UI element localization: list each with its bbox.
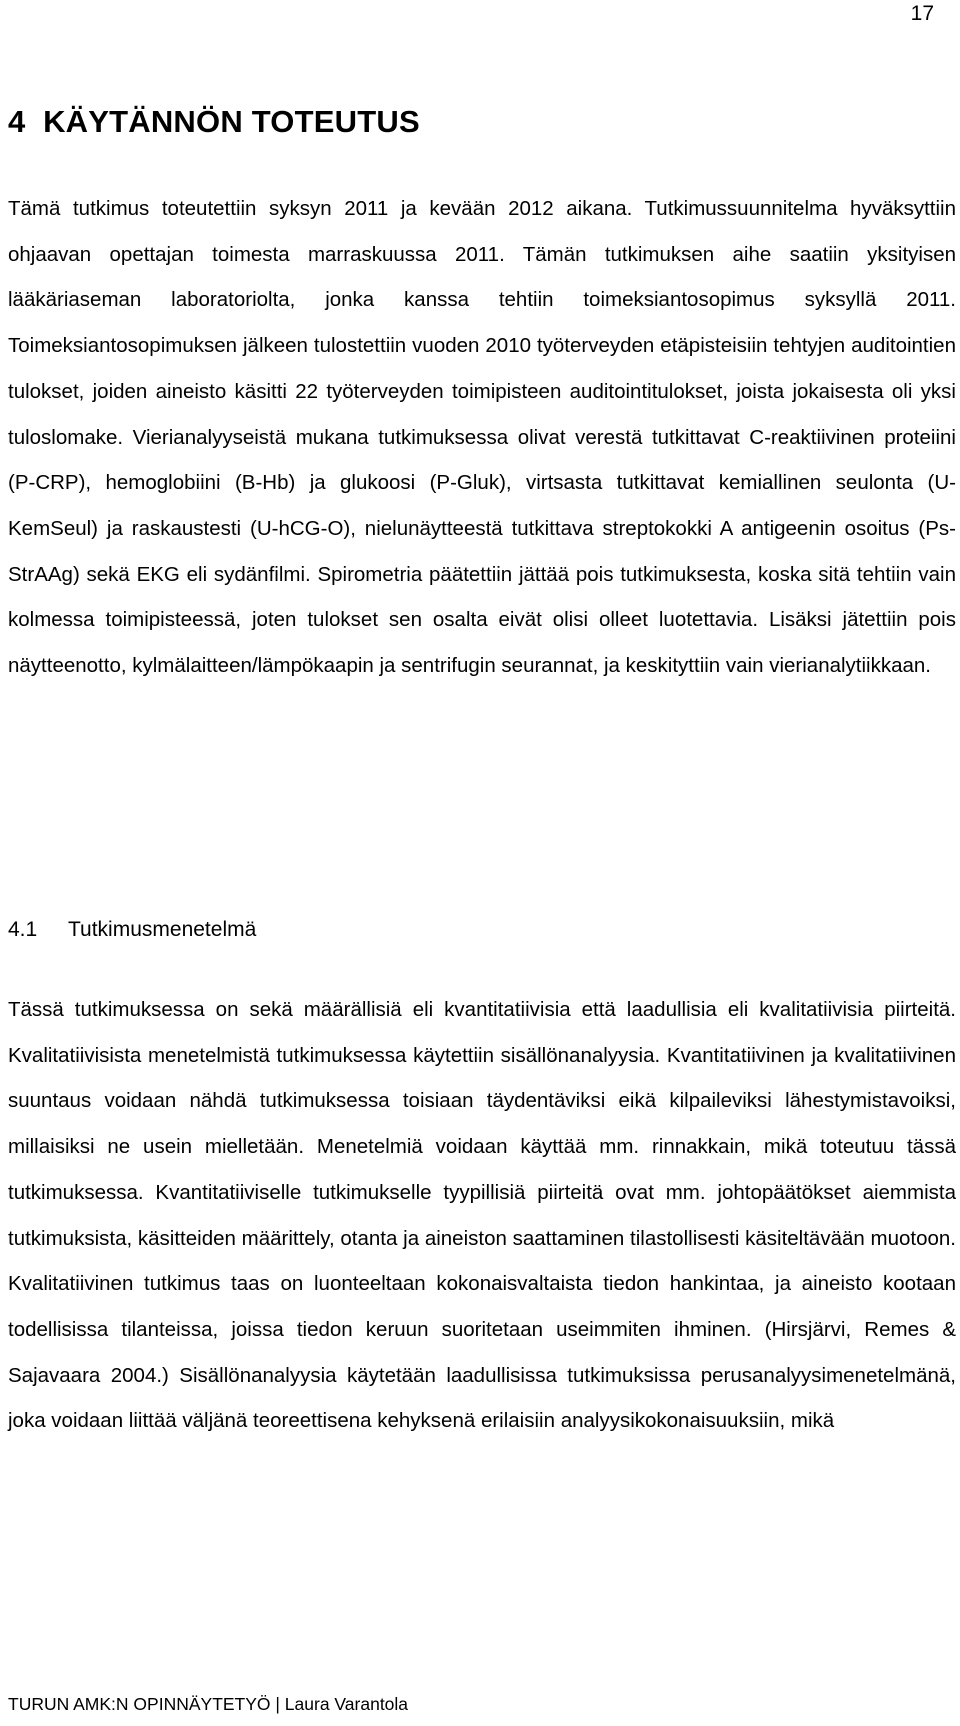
page-number: 17 — [910, 2, 934, 25]
intro-paragraph: Tämä tutkimus toteutettiin syksyn 2011 ja kevään 2012 aikana. Tutkimussuunnitelma hyväksyttiin ohjaavan opettajan toimesta marraskuussa 2011. Tämän tutkimuksen aihe saatiin yksityisen lääkäriaseman laboratoriolta, jonka kanssa tehtiin toimeksiantosopimus syksyllä 2011. Toimeksiantosopimuksen jälkeen tulostettiin vuoden 2010 työterveyden etäpisteisiin tehtyjen auditointien tulokset, joiden aineisto käsitti 22 työterveyden toimipisteen auditointitulokset, joista jokaisesta oli yksi tuloslomake. Vierianalyyseistä mukana tutkimuksessa olivat verestä tutkittavat C-reaktiivinen proteiini (P-CRP), hemoglobiini (B-Hb) ja glukoosi (P-Gluk), virtsasta tutkittavat kemiallinen seulonta (U-KemSeul) ja raskaustesti (U-hCG-O), nielunäytteestä tutkittava streptokokki A antigeenin osoitus (Ps-StrAAg) sekä EKG eli sydänfilmi. Spirometria päätettiin jättää pois tutkimuksesta, koska sitä tehtiin vain kolmessa toimipisteessä, joten tulokset sen osalta eivät olisi olleet luotettavia. Lisäksi jätettiin pois näytteenotto, kylmälaitteen/lämpökaapin ja sentrifugin seurannat, ja keskityttiin vain vierianalytiikkaan. — [8, 197, 956, 678]
methods-paragraph: Tässä tutkimuksessa on sekä määrällisiä eli kvantitatiivisia että laadullisia eli kvalitatiivisia piirteitä. Kvalitatiivisista menetelmistä tutkimuksessa käytettiin sisällönanalyysia. Kvantitatiivinen ja kvalitatiivinen suuntaus voidaan nähdä tutkimuksessa toisiaan täydentäviksi eikä kilpaileviksi lähestymistavoiksi, millaisiksi ne usein mielletään. Menetelmiä voidaan käyttää mm. rinnakkain, mikä toteutuu tässä tutkimuksessa. Kvantitatiiviselle tutkimukselle tyypillisiä piirteitä ovat mm. johtopäätökset aiemmista tutkimuksista, käsitteiden määrittely, otanta ja aineiston saattaminen tilastollisesti käsiteltävään muotoon. Kvalitatiivinen tutkimus taas on luonteeltaan kokonaisvaltaista tiedon hankintaa, ja aineisto kootaan todellisissa tilanteissa, joissa tiedon keruun suoritetaan useimmiten ihminen. (Hirsjärvi, Remes & Sajavaara 2004.) Sisällönanalyysia käytetään laadullisissa tutkimuksissa perusanalyysimenetelmänä, joka voidaan liittää väljänä teoreettisena kehyksenä erilaisiin analyysikokonaisuuksiin, mikä — [8, 998, 956, 1433]
section-title: Tutkimusmenetelmä — [68, 918, 257, 941]
chapter-title: 4 KÄYTÄNNÖN TOTEUTUS — [8, 104, 420, 139]
section-number: 4.1 — [8, 918, 38, 941]
section-heading — [8, 918, 256, 942]
page-footer: TURUN AMK:N OPINNÄYTETYÖ | Laura Varantola — [8, 1694, 409, 1714]
